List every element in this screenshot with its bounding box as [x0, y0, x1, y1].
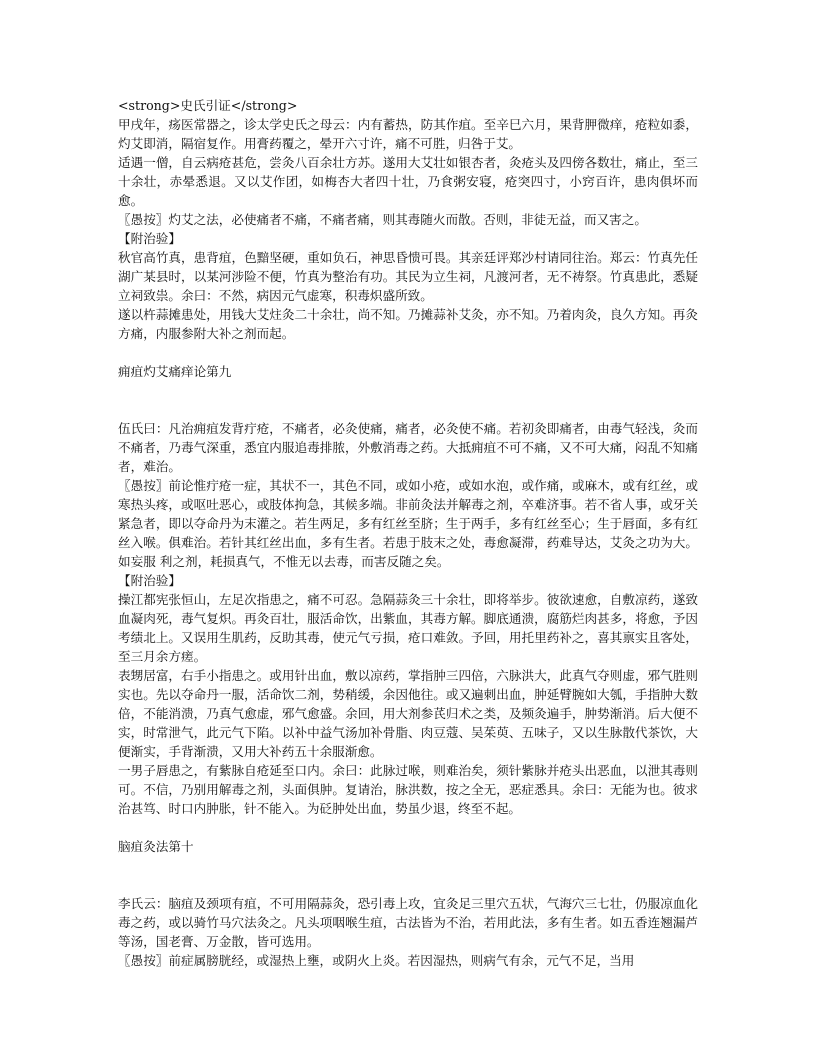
paragraph: 李氏云：脑疽及颈项有疽，不可用隔蒜灸，恐引毒上攻，宜灸足三里穴五状，气海穴三七壮，仍服凉血化毒之药，或以骑竹马穴法灸之。凡头项咽喉生疽，古法皆为不治，若用此法，多有生者。如五香连翘漏芦等汤，国老膏、万金散，皆可选用。 [118, 896, 698, 949]
paragraph: 〖愚按〗灼艾之法，必使痛者不痛，不痛者痛，则其毒随火而散。否则，非徒无益，而又害之。 [118, 212, 647, 227]
paragraph: 一男子唇患之，有紫脉自疮延至口内。余曰：此脉过喉，则难治矣，须针紫脉并疮头出恶血，以泄其毒则可。不信，乃别用解毒之剂，头面俱肿。复请治，脉洪数，按之全无，恶症悉具。余曰：无能为也。彼求治甚笃、时口内肿胀，针不能入。为砭肿处出血，势虽少退，终至不起。 [118, 763, 698, 816]
paragraph: 〖愚按〗前症属膀胱经，或湿热上壅，或阴火上炎。若因湿热，则病气有余，元气不足，当用 [118, 953, 635, 968]
paragraph: 伍氏曰：凡治痈疽发背疔疮，不痛者，必灸使痛，痛者，必灸使不痛。若初灸即痛者，由毒气轻浅，灸而不痛者，乃毒气深重，悉宜内服追毒排脓，外敷消毒之药。大抵痈疽不可不痛，又不可大痛，闷乱不知痛者，难治。 [118, 421, 698, 474]
paragraph: 〖愚按〗前论惟疔疮一症，其状不一，其色不同，或如小疮，或如水泡，或作痛，或麻木，或有红丝，或寒热头疼，或呕吐恶心，或肢体拘急，其候多端。非前灸法并解毒之剂，卒难济事。若不省人事，或牙关紧急者，即以夺命丹为末灌之。若生两足，多有红丝至脐；生于两手，多有红丝至心；生于唇面，多有红丝入喉。俱难治。若针其红丝出血，多有生者。若患于肢末之处，毒愈凝滞，药难导达，艾灸之功为大。如妄服 利之剂，耗损真气，不惟无以去毒，而害反随之矣。 [118, 478, 698, 569]
section-heading: 脑疽灸法第十 [118, 839, 194, 854]
paragraph: 遂以杵蒜摊患处，用钱大艾炷灸二十余壮，尚不知。乃摊蒜补艾灸，亦不知。乃着肉灸，良久方知。再灸方痛，内服参附大补之剂而起。 [118, 307, 698, 341]
paragraph: 适遇一僧，自云病疮甚危，尝灸八百余壮方苏。遂用大艾壮如银杏者，灸疮头及四傍各数壮，痛止，至三十余壮，赤晕悉退。又以艾作团，如梅杏大者四十壮，乃食粥安寝，疮突四寸，小窍百许，患肉俱坏而愈。 [118, 155, 698, 208]
spacer [118, 856, 698, 894]
spacer [118, 818, 698, 837]
section-heading: 痈疽灼艾痛痒论第九 [118, 364, 232, 379]
case-header: 【附治验】 [118, 231, 181, 246]
spacer [118, 381, 698, 419]
document-page [118, 96, 698, 970]
paragraph: 操江都宪张恒山，左足次指患之，痛不可忍。急隔蒜灸三十余壮，即将举步。彼欲速愈，自敷凉药，遂致血凝肉死，毒气复炽。再灸百壮，服活命饮，出紫血，其毒方解。脚底通溃，腐筋烂肉甚多，将愈，予因考绩北上。又误用生肌药，反助其毒，使元气亏损，疮口难敛。予回，用托里药补之，喜其禀实且客处，至三月余方瘥。 [118, 592, 698, 664]
spacer [118, 343, 698, 362]
paragraph: 秋官高竹真，患背疽，色黯坚硬，重如负石，神思昏愦可畏。其亲廷评郑沙村请同往治。郑云：竹真先任湖广某县时，以某河涉险不便，竹真为整治有功。其民为立生祠，凡渡河者，无不祷祭。竹真患此，悉疑立祠致祟。余曰：不然，病因元气虚寒，积毒炽盛所致。 [118, 250, 698, 303]
paragraph: 表甥居富，右手小指患之。或用针出血，敷以凉药，掌指肿三四倍，六脉洪大，此真气夺则虚，邪气胜则实也。先以夺命丹一服，活命饮二剂，势稍缓，余因他往。或又遍刺出血，肿延臂腕如大瓠，手指肿大数倍，不能消溃，乃真气愈虚，邪气愈盛。余回，用大剂参芪归术之类，及频灸遍手，肿势渐消。后大便不实，时常泄气，此元气下陷。以补中益气汤加补骨脂、肉豆蔻、吴茱萸、五味子，又以生脉散代茶饮，大便渐实，手背渐溃，又用大补药五十余服渐愈。 [118, 668, 698, 759]
section-raw-heading: <strong>史氏引证</strong> [118, 98, 298, 113]
case-header: 【附治验】 [118, 573, 181, 588]
paragraph: 甲戌年，疡医常器之，诊太学史氏之母云：内有蓄热，防其作疽。至辛巳六月，果背胛微痒，疮粒如黍，灼艾即消，隔宿复作。用膏药覆之，晕开六寸许，痛不可胜，归咎于艾。 [118, 117, 698, 151]
